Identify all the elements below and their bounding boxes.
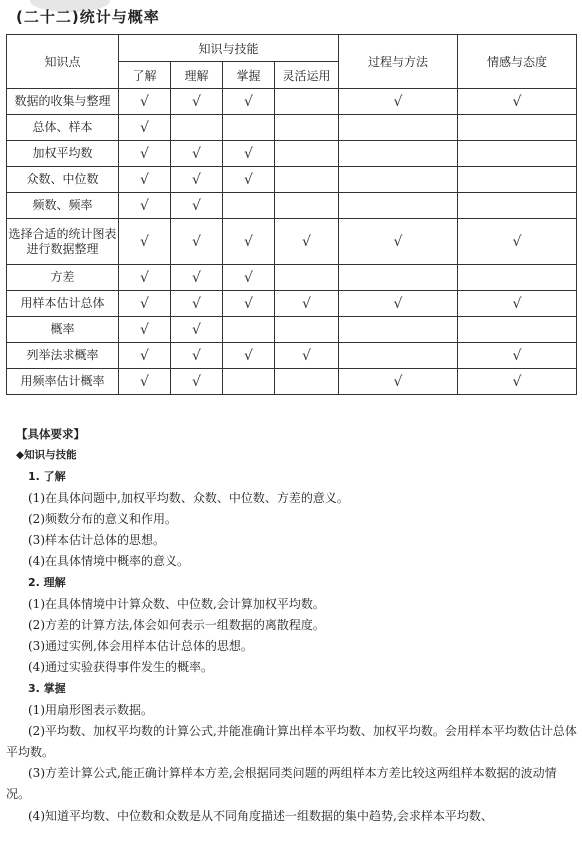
requirement-item: (3)样本估计总体的思想。	[28, 533, 165, 548]
table-row	[7, 141, 577, 167]
check-cell: √	[458, 343, 577, 369]
table-row	[7, 115, 577, 141]
requirement-item: (3)方差计算公式,能正确计算样本方差,会根据同类问题的两组样本方差比较这两组样本数据的波动情况。	[6, 766, 557, 802]
check-cell: √	[171, 193, 223, 219]
check-cell: √	[171, 317, 223, 343]
row-knowledge-point: 众数、中位数	[7, 167, 119, 193]
check-cell: √	[339, 291, 458, 317]
check-cell	[458, 193, 577, 219]
requirement-item: (1)在具体情境中计算众数、中位数,会计算加权平均数。	[28, 596, 325, 611]
header-skill-understand: 了解	[119, 62, 171, 89]
header-skill-master: 掌握	[223, 62, 275, 89]
check-cell: √	[339, 369, 458, 395]
check-cell: √	[119, 89, 171, 115]
check-cell	[458, 317, 577, 343]
check-cell: √	[171, 167, 223, 193]
check-cell: √	[458, 89, 577, 115]
check-cell: √	[119, 265, 171, 291]
check-cell: √	[171, 265, 223, 291]
requirement-item: (4)知道平均数、中位数和众数是从不同角度描述一组数据的集中趋势,会求样本平均数、	[28, 808, 493, 823]
row-knowledge-point: 总体、样本	[7, 115, 119, 141]
table-row	[7, 89, 577, 115]
header-emotion: 情感与态度	[458, 35, 577, 89]
table-row	[7, 291, 577, 317]
header-knowledge-point: 知识点	[7, 35, 119, 89]
check-cell	[339, 193, 458, 219]
check-cell: √	[223, 167, 275, 193]
row-knowledge-point: 数据的收集与整理	[7, 89, 119, 115]
stats-table	[6, 34, 577, 395]
check-cell: √	[458, 369, 577, 395]
row-knowledge-point: 用频率估计概率	[7, 369, 119, 395]
requirement-item: (2)频数分布的意义和作用。	[28, 511, 177, 526]
requirement-item: (2)平均数、加权平均数的计算公式,并能准确计算出样本平均数、加权平均数。会用样本平均数估计总体平均数。	[6, 723, 577, 760]
check-cell: √	[119, 219, 171, 265]
check-cell: √	[275, 343, 339, 369]
table-row	[7, 167, 577, 193]
check-cell	[339, 167, 458, 193]
check-cell: √	[458, 219, 577, 265]
check-cell: √	[119, 317, 171, 343]
table-row	[7, 343, 577, 369]
check-cell	[458, 167, 577, 193]
check-cell	[223, 115, 275, 141]
check-cell	[223, 369, 275, 395]
check-cell: √	[119, 291, 171, 317]
header-skill-comprehend: 理解	[171, 62, 223, 89]
check-cell	[275, 317, 339, 343]
table-row	[7, 369, 577, 395]
header-skills-group: 知识与技能	[119, 35, 339, 62]
row-knowledge-point: 概率	[7, 317, 119, 343]
requirements-subheading: ◆知识与技能	[16, 449, 77, 462]
table-row	[7, 193, 577, 219]
check-cell	[275, 369, 339, 395]
row-knowledge-point: 方差	[7, 265, 119, 291]
check-cell: √	[458, 291, 577, 317]
check-cell: √	[171, 291, 223, 317]
check-cell: √	[223, 89, 275, 115]
check-cell	[339, 115, 458, 141]
check-cell: √	[119, 141, 171, 167]
check-cell: √	[223, 343, 275, 369]
check-cell	[339, 265, 458, 291]
row-knowledge-point: 加权平均数	[7, 141, 119, 167]
row-knowledge-point: 频数、频率	[7, 193, 119, 219]
check-cell	[223, 193, 275, 219]
check-cell: √	[223, 291, 275, 317]
requirement-item: (2)方差的计算方法,体会如何表示一组数据的离散程度。	[28, 617, 325, 632]
check-cell: √	[171, 89, 223, 115]
table-body	[7, 89, 577, 395]
requirements-heading: 【具体要求】	[16, 427, 85, 441]
row-knowledge-point: 选择合适的统计图表进行数据整理	[7, 219, 119, 265]
check-cell	[275, 115, 339, 141]
check-cell	[458, 265, 577, 291]
check-cell: √	[275, 291, 339, 317]
level-title: 1. 了解	[28, 470, 66, 484]
requirement-item: (3)通过实例,体会用样本估计总体的思想。	[28, 639, 253, 654]
check-cell	[275, 265, 339, 291]
check-cell: √	[339, 219, 458, 265]
check-cell: √	[223, 265, 275, 291]
level-title: 2. 理解	[28, 576, 66, 590]
check-cell: √	[171, 369, 223, 395]
check-cell	[275, 89, 339, 115]
check-cell: √	[119, 115, 171, 141]
requirement-item: (1)用扇形图表示数据。	[28, 702, 153, 717]
table-row	[7, 265, 577, 291]
check-cell: √	[223, 141, 275, 167]
check-cell	[339, 141, 458, 167]
check-cell: √	[171, 219, 223, 265]
check-cell: √	[339, 89, 458, 115]
level-title: 3. 掌握	[28, 682, 66, 696]
requirement-item: (1)在具体问题中,加权平均数、众数、中位数、方差的意义。	[28, 490, 349, 505]
requirement-item: (4)在具体情境中概率的意义。	[28, 554, 189, 569]
check-cell: √	[275, 219, 339, 265]
row-knowledge-point: 列举法求概率	[7, 343, 119, 369]
header-skill-apply: 灵活运用	[275, 62, 339, 89]
check-cell: √	[171, 343, 223, 369]
row-knowledge-point: 用样本估计总体	[7, 291, 119, 317]
requirement-item: (4)通过实验获得事件发生的概率。	[28, 660, 213, 675]
section-title: (二十二)统计与概率	[16, 8, 160, 26]
check-cell	[223, 317, 275, 343]
check-cell: √	[171, 141, 223, 167]
check-cell	[458, 141, 577, 167]
check-cell: √	[119, 167, 171, 193]
check-cell: √	[223, 219, 275, 265]
header-process: 过程与方法	[339, 35, 458, 89]
check-cell	[458, 115, 577, 141]
check-cell	[171, 115, 223, 141]
check-cell: √	[119, 369, 171, 395]
check-cell: √	[119, 193, 171, 219]
table-row	[7, 219, 577, 265]
check-cell: √	[119, 343, 171, 369]
check-cell	[275, 141, 339, 167]
check-cell	[339, 343, 458, 369]
check-cell	[339, 317, 458, 343]
check-cell	[275, 193, 339, 219]
check-cell	[275, 167, 339, 193]
table-row	[7, 317, 577, 343]
requirements-section	[6, 424, 578, 827]
